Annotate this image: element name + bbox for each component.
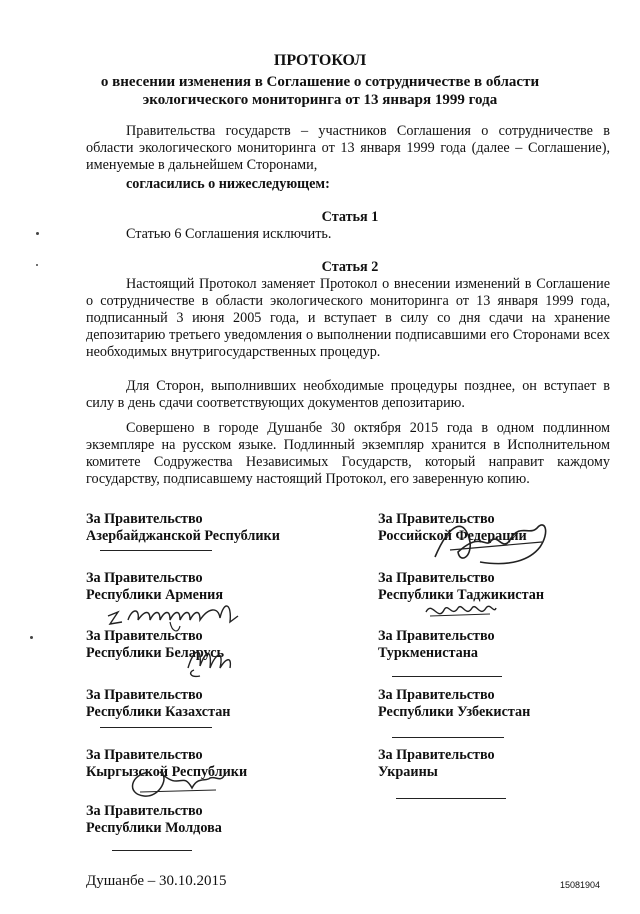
signatory-azerbaijan	[86, 511, 280, 545]
signatory-country: Республики Беларусь	[86, 645, 224, 661]
signatory-label: За Правительство	[378, 687, 495, 703]
closing-paragraph: Совершено в городе Душанбе 30 октября 2015 года в одном подлинном экземпляре на русском языке. Подлинный экземпляр хранится в Исполнительном комитете Содружества Независимых Государств, который направит каждому государству, подписавшему настоящий Протокол, его заверенную копию.	[86, 420, 610, 487]
agreed-statement: согласились о нижеследующем:	[126, 176, 330, 192]
signatory-country: Республики Таджикистан	[378, 587, 544, 603]
signatory-ukraine	[378, 747, 495, 781]
footer-place-date: Душанбе – 30.10.2015	[86, 873, 227, 889]
signatory-country: Кыргызской Республики	[86, 764, 248, 780]
signatory-uzbekistan	[378, 687, 530, 721]
preamble-paragraph: Правительства государств – участников Соглашения о сотрудничестве в области экологического мониторинга от 13 января 1999 года (далее – Соглашение), именуемые в дальнейшем Сторонами,	[86, 123, 610, 173]
signature-line	[100, 550, 212, 551]
signatory-label: За Правительство	[86, 803, 203, 819]
signature-tajikistan	[420, 596, 500, 626]
signatory-moldova	[86, 803, 222, 837]
signatory-label: За Правительство	[378, 628, 495, 644]
signature-russia	[410, 512, 560, 572]
signatory-label: За Правительство	[86, 628, 203, 644]
scan-speck	[36, 232, 39, 235]
subtitle-line-2: экологического мониторинга от 13 января 1999 года	[142, 92, 498, 108]
signatory-label: За Правительство	[378, 747, 495, 763]
scan-speck	[36, 264, 38, 266]
signature-kyrgyzstan	[120, 762, 230, 804]
signature-line	[392, 676, 502, 677]
signature-line	[392, 737, 504, 738]
article-1-heading: Статья 1	[321, 209, 379, 225]
signatory-label: За Правительство	[86, 747, 203, 763]
subtitle-line-1: о внесении изменения в Соглашение о сотрудничестве в области	[100, 74, 540, 90]
signatory-turkmenistan	[378, 628, 495, 662]
signatory-country: Республики Молдова	[86, 820, 222, 836]
signatory-label: За Правительство	[86, 511, 203, 527]
signatory-label: За Правительство	[86, 687, 203, 703]
article-1-text: Статью 6 Соглашения исключить.	[126, 226, 332, 242]
signatory-label: За Правительство	[378, 570, 495, 586]
signature-belarus	[180, 638, 240, 683]
signature-line	[100, 727, 212, 728]
signatory-country: Туркменистана	[378, 645, 479, 661]
signatory-label: За Правительство	[378, 511, 495, 527]
signatory-country: Республики Армения	[86, 587, 224, 603]
signatory-country: Российской Федерации	[378, 528, 527, 544]
signatory-country: Республики Казахстан	[86, 704, 231, 720]
document-subtitle	[80, 73, 560, 109]
signatory-country: Украины	[378, 764, 438, 780]
signature-line	[112, 850, 192, 851]
scan-speck	[30, 636, 33, 639]
document-title: ПРОТОКОЛ	[273, 52, 367, 69]
article-2-heading: Статья 2	[321, 259, 379, 275]
signatory-kazakhstan	[86, 687, 230, 721]
signatory-label: За Правительство	[86, 570, 203, 586]
signatory-country: Республики Узбекистан	[378, 704, 531, 720]
signature-armenia	[100, 598, 250, 638]
article-2-paragraph-2: Для Сторон, выполнивших необходимые процедуры позднее, он вступает в силу в день сдачи соответствующих документов депозитарию.	[86, 378, 610, 411]
footer-document-code: 15081904	[560, 880, 601, 890]
signatory-country: Азербайджанской Республики	[86, 528, 280, 544]
article-2-paragraph-1: Настоящий Протокол заменяет Протокол о внесении изменений в Соглашение о сотрудничестве в области экологического мониторинга от 13 января 1999 года, подписанный 3 июня 2005 года, и вступает в силу со дня сдачи на хранение депозитарию третьего уведомления о выполнении подписавшими его Сторонами всех необходимых внутригосударственных процедур.	[86, 276, 610, 360]
signature-line	[396, 798, 506, 799]
